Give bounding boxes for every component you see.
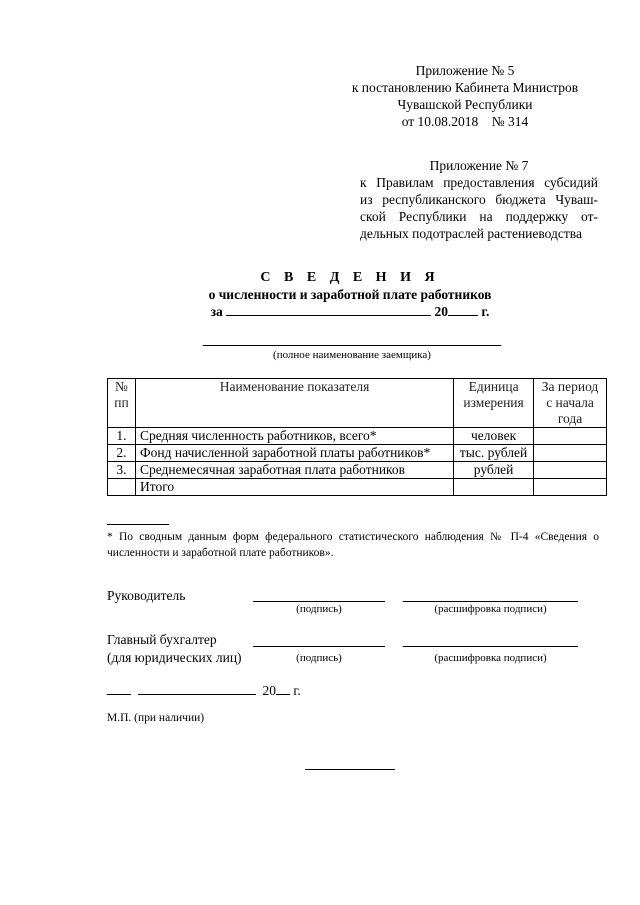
appendix1-line1: Приложение № 5 [415,63,515,78]
borrower-caption: (полное наименование заемщика) [273,349,431,361]
date-year: 20 [262,683,276,698]
stamp-note: М.П. (при наличии) [107,712,205,724]
appendix1-line4: от 10.08.2018 № 314 [401,114,529,129]
row-name: Итого [135,479,453,496]
row-num: 1. [108,428,136,445]
document-title [150,269,550,320]
header-name: Наименование показателя [135,379,453,428]
table-header-row [108,379,607,428]
footnote: * По сводным данным форм федерального статистического наблюдения № П-4 «Сведения о численности и заработной плате работников». [107,531,599,559]
row-num: 2. [108,445,136,462]
row-name: Средняя численность работников, всего* [135,428,453,445]
table-row [108,445,607,462]
row-num: 3. [108,462,136,479]
chief-signature-line[interactable] [253,646,385,647]
date-day-blank[interactable] [107,682,131,695]
period-suffix: г. [481,304,490,319]
year-blank[interactable] [448,303,478,316]
table-row [108,428,607,445]
date-month-blank[interactable] [138,682,256,695]
row-value-cell[interactable] [534,428,607,445]
row-unit: тыс. рублей [454,445,534,462]
chief-decode-line[interactable] [403,646,578,647]
appendix2-line5: дельных подотраслей растениеводства [360,226,582,241]
row-unit [454,479,534,496]
title-main: С В Е Д Е Н И Я [260,270,440,285]
title-sub: о численности и заработной плате работников [208,287,492,302]
appendix-header-1 [330,62,600,130]
row-unit: рублей [454,462,534,479]
head-label: Руководитель [107,588,186,603]
period-year: 20 [434,304,449,319]
appendix2-line3: из республиканского бюджета Чуваш- [360,192,598,207]
date-suffix: г. [293,683,301,698]
row-unit: человек [454,428,534,445]
row-value-cell[interactable] [534,445,607,462]
table-row [108,462,607,479]
row-name: Фонд начисленной заработной платы работников* [135,445,453,462]
bottom-divider [305,769,395,770]
header-num: № пп [108,379,136,428]
footnote-divider [107,524,169,525]
chief-label: Главный бухгалтер [107,632,217,647]
appendix-header-2 [360,157,598,242]
header-period: За период с начала года [534,379,607,428]
row-name: Среднемесячная заработная плата работников [135,462,453,479]
date-year-blank[interactable] [276,682,290,695]
title-period [150,303,550,320]
row-value-cell[interactable] [534,479,607,496]
indicators-table [107,378,607,496]
period-prefix: за [210,304,223,319]
borrower-name-field[interactable] [203,345,501,361]
appendix2-line1: Приложение № 7 [429,158,529,173]
date-line [107,682,301,699]
appendix1-line2: к постановлению Кабинета Министров [351,80,579,95]
appendix2-line4: ской Республики на поддержку от- [360,209,598,224]
chief-sublabel: (для юридических лиц) [107,650,242,665]
row-value-cell[interactable] [534,462,607,479]
head-signature-caption: (подпись) [296,603,342,615]
row-num [108,479,136,496]
head-signature-line[interactable] [253,601,385,602]
chief-decode-caption: (расшифровка подписи) [434,652,547,664]
chief-signature-caption: (подпись) [296,652,342,664]
head-decode-line[interactable] [403,601,578,602]
appendix1-line3: Чувашской Республики [397,97,533,112]
head-decode-caption: (расшифровка подписи) [434,603,547,615]
header-unit: Единица измерения [454,379,534,428]
table-row-total [108,479,607,496]
period-blank[interactable] [226,303,431,316]
appendix2-line2: к Правилам предоставления субсидий [360,175,598,190]
